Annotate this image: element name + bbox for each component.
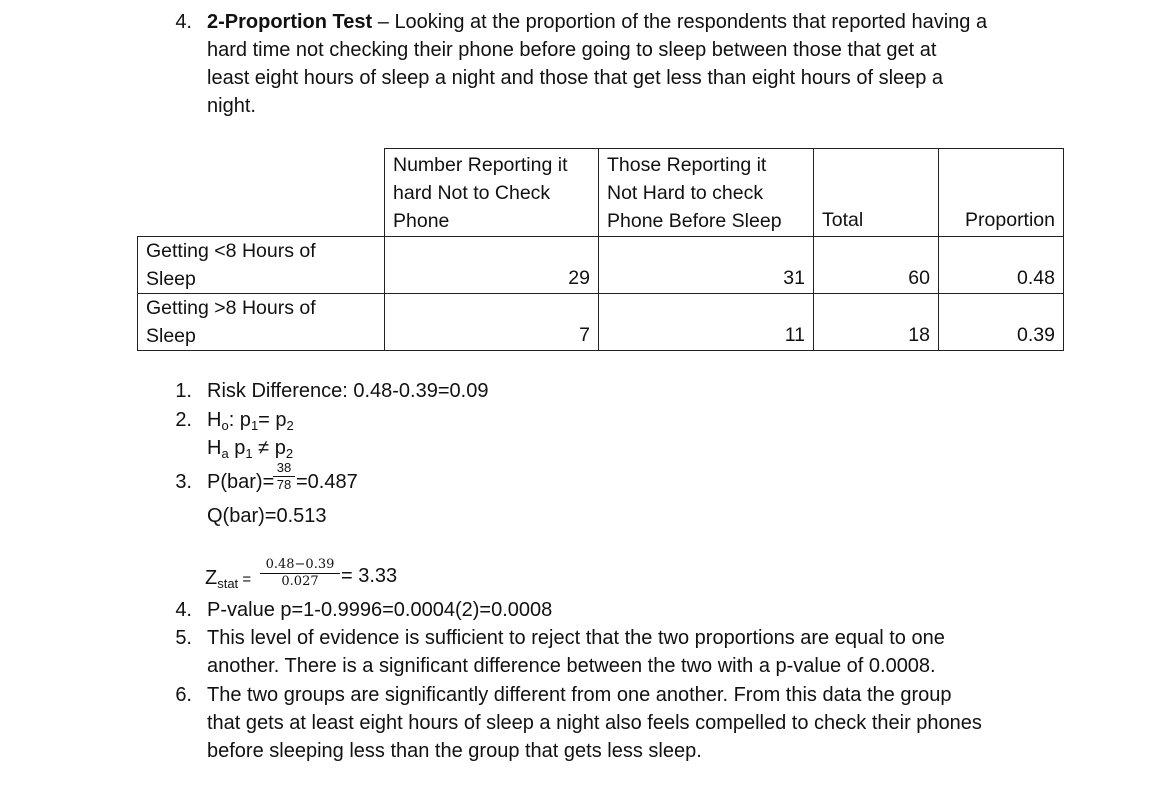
ha-p: p [228,437,246,459]
zstat-equals: = [238,571,252,588]
ha-p1-subscript: 1 [245,446,253,461]
description-text: Looking at the proportion of the respondents that reported having a [394,11,988,33]
ha-p2-subscript: 2 [285,446,294,461]
risk-difference: Risk Difference: 0.48-0.39=0.09 [207,380,489,402]
table-corner-cell [138,149,385,237]
row-label-less-than-8 [138,237,385,294]
qbar-value: Q(bar)=0.513 [207,505,327,527]
table-row [138,294,1064,351]
p-value: P-value p=1-0.9996=0.0004(2)=0.0008 [207,599,553,621]
title-dash: – [372,11,395,33]
description-line-2: hard time not checking their phone before going to sleep between those that get at [207,39,937,61]
zstat-denominator: 0.027 [281,574,319,589]
alternative-hypothesis [207,434,293,462]
ha-letter: H [207,437,222,459]
row-label-line-2: Sleep [146,325,196,347]
conclusion-evidence [207,624,1107,680]
conclusion-line-1: The two groups are significantly different from one another. From this data the group [207,684,952,706]
proportion-table [137,148,1064,351]
zstat-fraction [260,558,340,589]
ha-subscript: a [221,446,229,461]
row-label-line-1: Getting <8 Hours of [146,240,316,262]
step-1-number: 1. [175,380,192,402]
header-hard-line-1: Number Reporting it [393,154,568,176]
cell-not-hard-count: 31 [599,237,814,294]
cell-total: 60 [814,237,939,294]
header-not-hard-to-check [599,149,814,237]
table-header-row [138,149,1064,237]
step-4-number: 4. [175,599,192,621]
cell-proportion: 0.39 [939,294,1064,351]
header-hard-line-3: Phone [393,210,450,232]
h0-equals: = p [258,409,287,431]
null-hypothesis [207,406,294,434]
conclusion-interpretation [207,681,1107,765]
h0-p: : p [228,409,251,431]
header-proportion: Proportion [939,149,1064,237]
step-3-number: 3. [175,471,192,493]
pbar-denominator: 78 [276,477,292,492]
section-description [207,8,1107,120]
conclusion-line-2: that gets at least eight hours of sleep a night also feels compelled to check their phones [207,712,982,734]
description-line-4: night. [207,95,256,117]
row-label-line-2: Sleep [146,268,196,290]
zstat-result: = 3.33 [341,565,398,587]
row-label-line-1: Getting >8 Hours of [146,297,316,319]
h0-p2-subscript: 2 [286,418,294,433]
cell-total: 18 [814,294,939,351]
header-not-hard-line-3: Phone Before Sleep [607,210,782,232]
section-title: 2-Proportion Test [207,11,373,33]
cell-proportion: 0.48 [939,237,1064,294]
zstat-numerator: 0.48−0.39 [265,557,335,572]
pbar-result: =0.487 [296,471,358,493]
header-hard-line-2: hard Not to Check [393,182,551,204]
cell-not-hard-count: 11 [599,294,814,351]
step-5-number: 5. [175,627,192,649]
cell-hard-count: 29 [385,237,599,294]
header-hard-to-check [385,149,599,237]
zstat-z: Z [205,567,218,589]
table-row [138,237,1064,294]
conclusion-evidence-line-2: another. There is a significant difference between the two with a p-value of 0.0008. [207,655,936,677]
h0-p1-subscript: 1 [250,418,259,433]
pbar-fraction [273,461,295,492]
conclusion-evidence-line-1: This level of evidence is sufficient to reject that the two proportions are equal to one [207,627,945,649]
h0-subscript: o [221,418,229,433]
pbar-prefix: P(bar)= [207,471,275,493]
zstat-label [205,564,251,594]
header-total: Total [814,149,939,237]
row-label-more-than-8 [138,294,385,351]
cell-hard-count: 7 [385,294,599,351]
description-line-3: least eight hours of sleep a night and those that get less than eight hours of sleep a [207,67,944,89]
pbar-numerator: 38 [276,460,292,475]
conclusion-line-3: before sleeping less than the group that gets less sleep. [207,740,702,762]
step-2-number: 2. [175,409,192,431]
description-line-1 [207,8,1107,36]
header-not-hard-line-1: Those Reporting it [607,154,767,176]
header-not-hard-line-2: Not Hard to check [607,182,764,204]
zstat-subscript: stat [217,576,239,591]
section-number: 4. [175,11,192,33]
step-6-number: 6. [175,684,192,706]
h0-letter: H [207,409,222,431]
ha-not-equal: ≠ p [252,437,286,459]
